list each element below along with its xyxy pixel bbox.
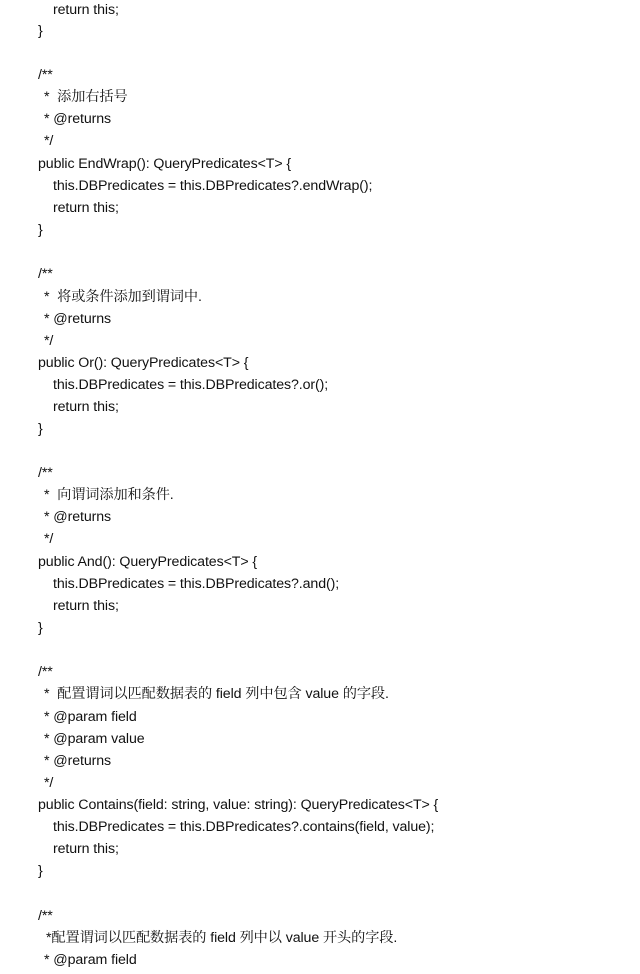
code-line: this.DBPredicates = this.DBPredicates?.or(); xyxy=(53,377,329,393)
code-line: /** xyxy=(38,908,53,924)
code-line: * @returns xyxy=(44,311,112,327)
code-line: return this; xyxy=(53,200,119,216)
code-line: return this; xyxy=(53,399,119,415)
code-line: return this; xyxy=(53,2,119,18)
code-line: */ xyxy=(44,133,54,149)
code-line: public Or(): QueryPredicates<T> { xyxy=(38,355,249,371)
code-line: *配置谓词以匹配数据表的 field 列中以 value 开头的字段. xyxy=(46,930,398,946)
code-line: /** xyxy=(38,664,53,680)
code-line: */ xyxy=(44,531,54,547)
code-line: public And(): QueryPredicates<T> { xyxy=(38,554,257,570)
code-line: public Contains(field: string, value: string): QueryPredicates<T> { xyxy=(38,797,439,813)
code-line: this.DBPredicates = this.DBPredicates?.endWrap(); xyxy=(53,178,373,194)
code-line: * 添加右括号 xyxy=(44,89,128,105)
code-line: } xyxy=(38,222,43,238)
code-line: } xyxy=(38,23,43,39)
code-line: * 将或条件添加到谓词中. xyxy=(44,289,202,305)
code-line: /** xyxy=(38,266,53,282)
code-line: * @returns xyxy=(44,509,112,525)
code-line: * @param field xyxy=(44,952,137,968)
code-line: * 向谓词添加和条件. xyxy=(44,487,174,503)
code-line: * @returns xyxy=(44,111,112,127)
code-line: */ xyxy=(44,333,54,349)
code-line: } xyxy=(38,421,43,437)
code-line: * @param value xyxy=(44,731,145,747)
code-line: return this; xyxy=(53,841,119,857)
code-line: /** xyxy=(38,67,53,83)
code-line: /** xyxy=(38,465,53,481)
code-line: } xyxy=(38,620,43,636)
code-line: return this; xyxy=(53,598,119,614)
code-line: this.DBPredicates = this.DBPredicates?.contains(field, value); xyxy=(53,819,435,835)
code-line: } xyxy=(38,863,43,879)
code-line: * @returns xyxy=(44,753,112,769)
code-line: */ xyxy=(44,775,54,791)
code-line: public EndWrap(): QueryPredicates<T> { xyxy=(38,156,292,172)
code-line: * @param field xyxy=(44,709,137,725)
code-line: * 配置谓词以匹配数据表的 field 列中包含 value 的字段. xyxy=(44,686,389,702)
code-line: this.DBPredicates = this.DBPredicates?.and(); xyxy=(53,576,340,592)
